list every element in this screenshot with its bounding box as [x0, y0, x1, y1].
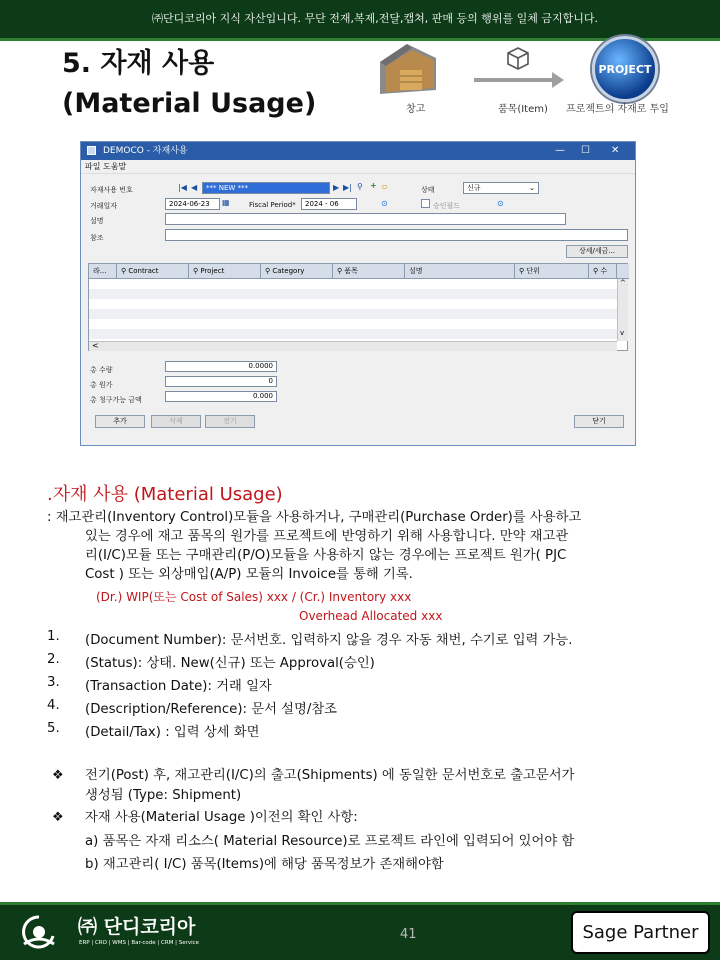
- list-text: (Status): 상태. New(신규) 또는 Approval(승인): [85, 656, 375, 671]
- description-label: 설명: [90, 217, 104, 225]
- column-header-label: Project: [200, 267, 225, 275]
- total-cost-label: 총 원가: [90, 381, 113, 389]
- project-badge-text: PROJECT: [598, 62, 652, 76]
- column-header[interactable]: [189, 264, 261, 279]
- list-text: (Detail/Tax) : 입력 상세 화면: [85, 725, 260, 740]
- sage-partner-logo: Sage Partner: [571, 911, 710, 954]
- add-button[interactable]: 추가: [95, 415, 145, 428]
- list-text: (Document Number): 문서번호. 입력하지 않을 경우 자동 채번, 수기로 입력 가능.: [85, 633, 573, 648]
- warehouse-icon: [376, 40, 438, 96]
- column-header[interactable]: [333, 264, 405, 279]
- total-cost-value: 0: [165, 376, 277, 387]
- close-button[interactable]: 닫기: [574, 415, 624, 428]
- page-number: 41: [400, 927, 417, 942]
- search-icon: ⚲: [337, 267, 345, 275]
- search-icon: ⚲: [265, 267, 273, 275]
- menu-bar[interactable]: 파일 도움말: [81, 160, 635, 174]
- intro-line-3: 리(I/C)모듈 또는 구매관리(P/O)모듈을 사용하지 않는 경우에는 프로젝트 원가( PJC: [85, 548, 567, 563]
- grid-header: [89, 264, 629, 279]
- post-checkbox[interactable]: [421, 199, 430, 208]
- column-header[interactable]: 설명: [405, 264, 515, 279]
- prerequisite-a: a) 품목은 자재 리소스( Material Resource)로 프로젝트 라인에 입력되어 있어야 함: [85, 834, 575, 849]
- finder-icon[interactable]: ⊙: [497, 199, 504, 208]
- footer: [0, 905, 720, 960]
- flow-arrow-line: [474, 78, 554, 82]
- warehouse-label: 창고: [406, 104, 426, 115]
- diamond-bullet-icon: ❖: [52, 810, 64, 825]
- column-header[interactable]: [117, 264, 189, 279]
- table-row[interactable]: [89, 289, 617, 299]
- date-label: 거래일자: [90, 202, 118, 210]
- table-row[interactable]: [89, 309, 617, 319]
- flow-arrow-head: [552, 72, 564, 88]
- nav-prev-icon[interactable]: ◀: [191, 183, 198, 192]
- company-logo-icon: [20, 914, 58, 950]
- reference-input[interactable]: [165, 229, 628, 241]
- status-select[interactable]: [463, 182, 539, 194]
- item-label: 품목(Item): [498, 104, 548, 115]
- total-billable-label: 총 청구가능 금액: [90, 396, 142, 404]
- prerequisite-b: b) 재고관리( I/C) 품목(Items)에 해당 품목정보가 존재해야함: [85, 857, 444, 872]
- new-icon[interactable]: +: [370, 181, 377, 190]
- column-header[interactable]: [589, 264, 617, 279]
- diamond-bullet-icon: ❖: [52, 768, 64, 783]
- detail-tax-button[interactable]: 상세/세금...: [566, 245, 628, 258]
- status-label: 상태: [421, 186, 435, 194]
- chevron-down-icon: ⌄: [529, 184, 535, 192]
- scroll-down-icon[interactable]: v: [620, 329, 625, 337]
- calendar-icon[interactable]: ▦: [222, 198, 230, 207]
- nav-first-icon[interactable]: |◀: [178, 183, 187, 192]
- list-text: (Description/Reference): 문서 설명/참조: [85, 702, 338, 717]
- scroll-left-icon[interactable]: <: [92, 341, 99, 350]
- vertical-scrollbar[interactable]: [617, 279, 628, 341]
- date-input[interactable]: 2024-06-23: [165, 198, 220, 210]
- minimize-icon[interactable]: —: [555, 145, 565, 156]
- total-quantity-value: 0.0000: [165, 361, 277, 372]
- intro-line-4: Cost ) 또는 외상매입(A/P) 모듈의 Invoice를 통해 기록.: [85, 567, 413, 582]
- save-icon[interactable]: ▫: [382, 182, 388, 191]
- box-icon: [506, 46, 530, 70]
- column-header[interactable]: [515, 264, 589, 279]
- project-label: 프로젝트의 자재로 투입: [566, 104, 669, 115]
- table-row[interactable]: [89, 279, 617, 289]
- prerequisite-heading: 자재 사용(Material Usage )이전의 확인 사항:: [85, 810, 358, 825]
- doc-number-input[interactable]: *** NEW ***: [202, 182, 330, 194]
- title-line-1: 5. 자재 사용: [62, 48, 215, 79]
- total-quantity-label: 총 수량: [90, 366, 113, 374]
- nav-next-icon[interactable]: ▶: [333, 183, 340, 192]
- finder-icon[interactable]: ⚲: [357, 182, 363, 191]
- app-icon: [87, 146, 96, 155]
- search-icon: ⚲: [593, 267, 601, 275]
- scroll-up-icon[interactable]: ^: [620, 279, 626, 287]
- search-icon: ⚲: [193, 267, 201, 275]
- list-number: 3.: [47, 675, 60, 690]
- description-input[interactable]: [165, 213, 566, 225]
- column-header-label: Contract: [128, 267, 159, 275]
- fiscal-period-input[interactable]: 2024 - 06: [301, 198, 357, 210]
- post-note-line-2: 생성됨 (Type: Shipment): [85, 788, 242, 803]
- post-note-line-1: 전기(Post) 후, 재고관리(I/C)의 출고(Shipments) 에 동일한 문서번호로 출고문서가: [85, 768, 575, 783]
- window-title-bar: [81, 142, 635, 160]
- company-tagline: ERP | CRO | WMS | Bar-code | CRM | Service: [79, 940, 200, 946]
- post-checkbox-label: 승인필드: [433, 202, 461, 210]
- column-header-label: 품목: [344, 267, 358, 275]
- journal-entry-line-1: (Dr.) WIP(또는 Cost of Sales) xxx / (Cr.) Inventory xxx: [96, 590, 412, 604]
- intro-line-1: : 재고관리(Inventory Control)모듈을 사용하거나, 구매관리(Purchase Order)를 사용하고: [47, 510, 582, 525]
- horizontal-scrollbar[interactable]: [89, 341, 617, 351]
- copyright-notice: ㈜단디코리아 지식 자산입니다. 무단 전재,복제,전달,캡쳐, 판매 등의 행위를 일체 금지합니다.: [152, 12, 598, 25]
- reference-label: 참조: [90, 234, 104, 242]
- total-billable-value: 0.000: [165, 391, 277, 402]
- finder-icon[interactable]: ⊙: [381, 199, 388, 208]
- column-header[interactable]: [261, 264, 333, 279]
- detail-grid[interactable]: [88, 263, 628, 351]
- list-number: 5.: [47, 721, 60, 736]
- company-name: ㈜ 단디코리아: [78, 916, 196, 938]
- nav-last-icon[interactable]: ▶|: [343, 183, 352, 192]
- intro-line-2: 있는 경우에 재고 품목의 원가를 프로젝트에 반영하기 위해 사용합니다. 만약 재고관: [85, 529, 569, 544]
- search-icon: ⚲: [121, 267, 129, 275]
- post-button[interactable]: 전기: [205, 415, 255, 428]
- list-number: 2.: [47, 652, 60, 667]
- delete-button[interactable]: 삭제: [151, 415, 201, 428]
- window-title: DEMOCO - 자재사용: [103, 146, 188, 156]
- column-header-label: 단위: [526, 267, 540, 275]
- maximize-icon[interactable]: ☐: [581, 145, 590, 156]
- list-text: (Transaction Date): 거래 일자: [85, 679, 272, 694]
- table-row[interactable]: [89, 329, 617, 339]
- status-value: 신규: [467, 184, 481, 192]
- table-row[interactable]: [89, 299, 617, 309]
- table-row[interactable]: [89, 319, 617, 329]
- list-number: 1.: [47, 629, 60, 644]
- material-usage-window: [80, 141, 636, 446]
- project-badge-icon: [592, 36, 658, 102]
- title-line-2: (Material Usage): [62, 88, 317, 119]
- material-flow-diagram: [370, 30, 710, 120]
- column-header-label: Category: [272, 267, 305, 275]
- list-number: 4.: [47, 698, 60, 713]
- doc-number-label: 자재사용 번호: [90, 186, 133, 194]
- page-title: [62, 44, 316, 124]
- column-header[interactable]: 라...: [89, 264, 117, 279]
- close-icon[interactable]: ✕: [611, 145, 620, 156]
- fiscal-period-label: Fiscal Period*: [249, 201, 296, 209]
- column-header-label: 수: [600, 267, 608, 275]
- search-icon: ⚲: [519, 267, 527, 275]
- section-title: .자재 사용 (Material Usage): [47, 484, 283, 505]
- journal-entry-line-2: Overhead Allocated xxx: [299, 609, 443, 623]
